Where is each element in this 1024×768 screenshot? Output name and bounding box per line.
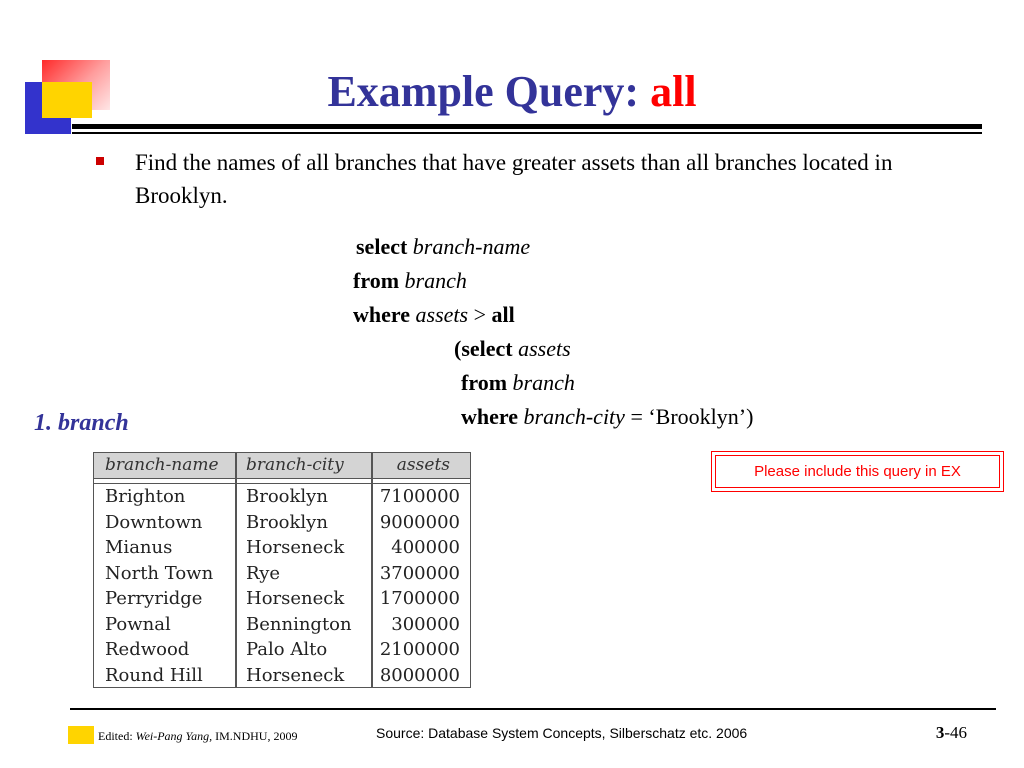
sql-paren: ( xyxy=(454,336,462,361)
table-header-gap xyxy=(94,479,470,484)
query-line-4 xyxy=(454,332,571,366)
table-row xyxy=(94,536,470,562)
cell-branch-city: Brooklyn xyxy=(246,486,328,507)
table-row xyxy=(94,511,470,537)
sql-keyword: where xyxy=(353,302,411,327)
query-line-5 xyxy=(461,366,575,400)
cell-branch-city: Rye xyxy=(246,562,281,584)
sql-operator: > xyxy=(473,302,487,327)
sql-identifier: branch-city xyxy=(523,404,625,429)
cell-branch-city: Palo Alto xyxy=(246,639,328,660)
cell-branch-name: Pownal xyxy=(105,613,171,635)
page-number xyxy=(936,723,967,743)
sql-keyword: where xyxy=(461,404,519,429)
cell-branch-city: Horseneck xyxy=(246,588,345,609)
table-header-cell: branch-city xyxy=(246,455,344,475)
table-header-row xyxy=(94,453,470,479)
cell-branch-city: Bennington xyxy=(246,613,352,635)
title-prefix: Example Query: xyxy=(327,67,651,116)
cell-assets: 1700000 xyxy=(379,588,460,609)
footer-rule xyxy=(70,708,996,710)
cell-branch-city: Horseneck xyxy=(246,664,345,686)
cell-branch-name: Perryridge xyxy=(105,588,203,609)
cell-branch-city: Brooklyn xyxy=(246,511,328,533)
cell-assets: 9000000 xyxy=(379,511,460,533)
footer-edited xyxy=(98,729,297,744)
cell-branch-city: Horseneck xyxy=(246,537,345,558)
footer-affiliation: IM.NDHU, 2009 xyxy=(212,729,298,743)
table-row xyxy=(94,562,470,588)
table-row xyxy=(94,587,470,613)
sql-identifier: assets xyxy=(518,336,571,361)
bullet-text: Find the names of all branches that have greater assets than all branches located in Brooklyn. xyxy=(135,150,893,208)
table-row xyxy=(94,638,470,664)
cell-assets: 8000000 xyxy=(379,664,460,686)
table-row xyxy=(94,613,470,639)
title-rule-thick xyxy=(72,124,982,129)
footer-edited-label: Edited: xyxy=(98,729,136,743)
cell-assets: 3700000 xyxy=(379,562,460,584)
cell-assets: 300000 xyxy=(391,613,460,635)
slide-title xyxy=(0,66,1024,117)
chapter-number: 3 xyxy=(935,723,945,742)
sql-keyword: select xyxy=(356,234,408,259)
query-line-6 xyxy=(461,400,753,434)
footer-source: Source: Database System Concepts, Silberschatz etc. 2006 xyxy=(376,725,748,741)
cell-branch-name: North Town xyxy=(105,562,214,584)
sql-keyword: select xyxy=(461,336,513,361)
branch-relation-table xyxy=(93,452,471,688)
note-text: Please include this query in EX xyxy=(715,455,1000,488)
footer-editor: Wei-Pang Yang, xyxy=(135,729,213,743)
title-keyword: all xyxy=(650,67,697,116)
title-rule-thin xyxy=(72,132,982,134)
slide-number: -46 xyxy=(944,723,967,742)
bullet-square-icon xyxy=(96,157,104,165)
sql-keyword: from xyxy=(461,370,508,395)
query-line-2 xyxy=(353,264,467,298)
query-line-1 xyxy=(356,230,530,264)
table-row xyxy=(94,485,470,511)
cell-branch-name: Downtown xyxy=(105,511,203,533)
cell-branch-name: Round Hill xyxy=(105,664,203,686)
sql-identifier: assets xyxy=(415,302,469,327)
query-line-3 xyxy=(353,298,515,332)
table-header-cell: branch-name xyxy=(105,455,219,475)
cell-assets: 2100000 xyxy=(379,639,460,660)
footer-yellow-square xyxy=(68,726,94,744)
cell-branch-name: Brighton xyxy=(105,486,186,507)
sql-identifier: branch-name xyxy=(412,234,531,259)
sql-keyword: from xyxy=(353,268,400,293)
cell-assets: 7100000 xyxy=(379,486,460,507)
table-header-cell: assets xyxy=(396,455,450,475)
table-body xyxy=(94,485,470,689)
cell-branch-name: Redwood xyxy=(105,639,190,660)
sql-identifier: branch xyxy=(404,268,467,293)
sql-keyword-all: all xyxy=(491,302,515,327)
note-box xyxy=(711,451,1004,492)
table-row xyxy=(94,664,470,690)
cell-assets: 400000 xyxy=(391,537,460,558)
table-caption: 1. branch xyxy=(34,410,129,436)
sql-identifier: branch xyxy=(512,370,575,395)
sql-condition: = ‘Brooklyn’) xyxy=(630,404,754,429)
cell-branch-name: Mianus xyxy=(105,537,173,558)
